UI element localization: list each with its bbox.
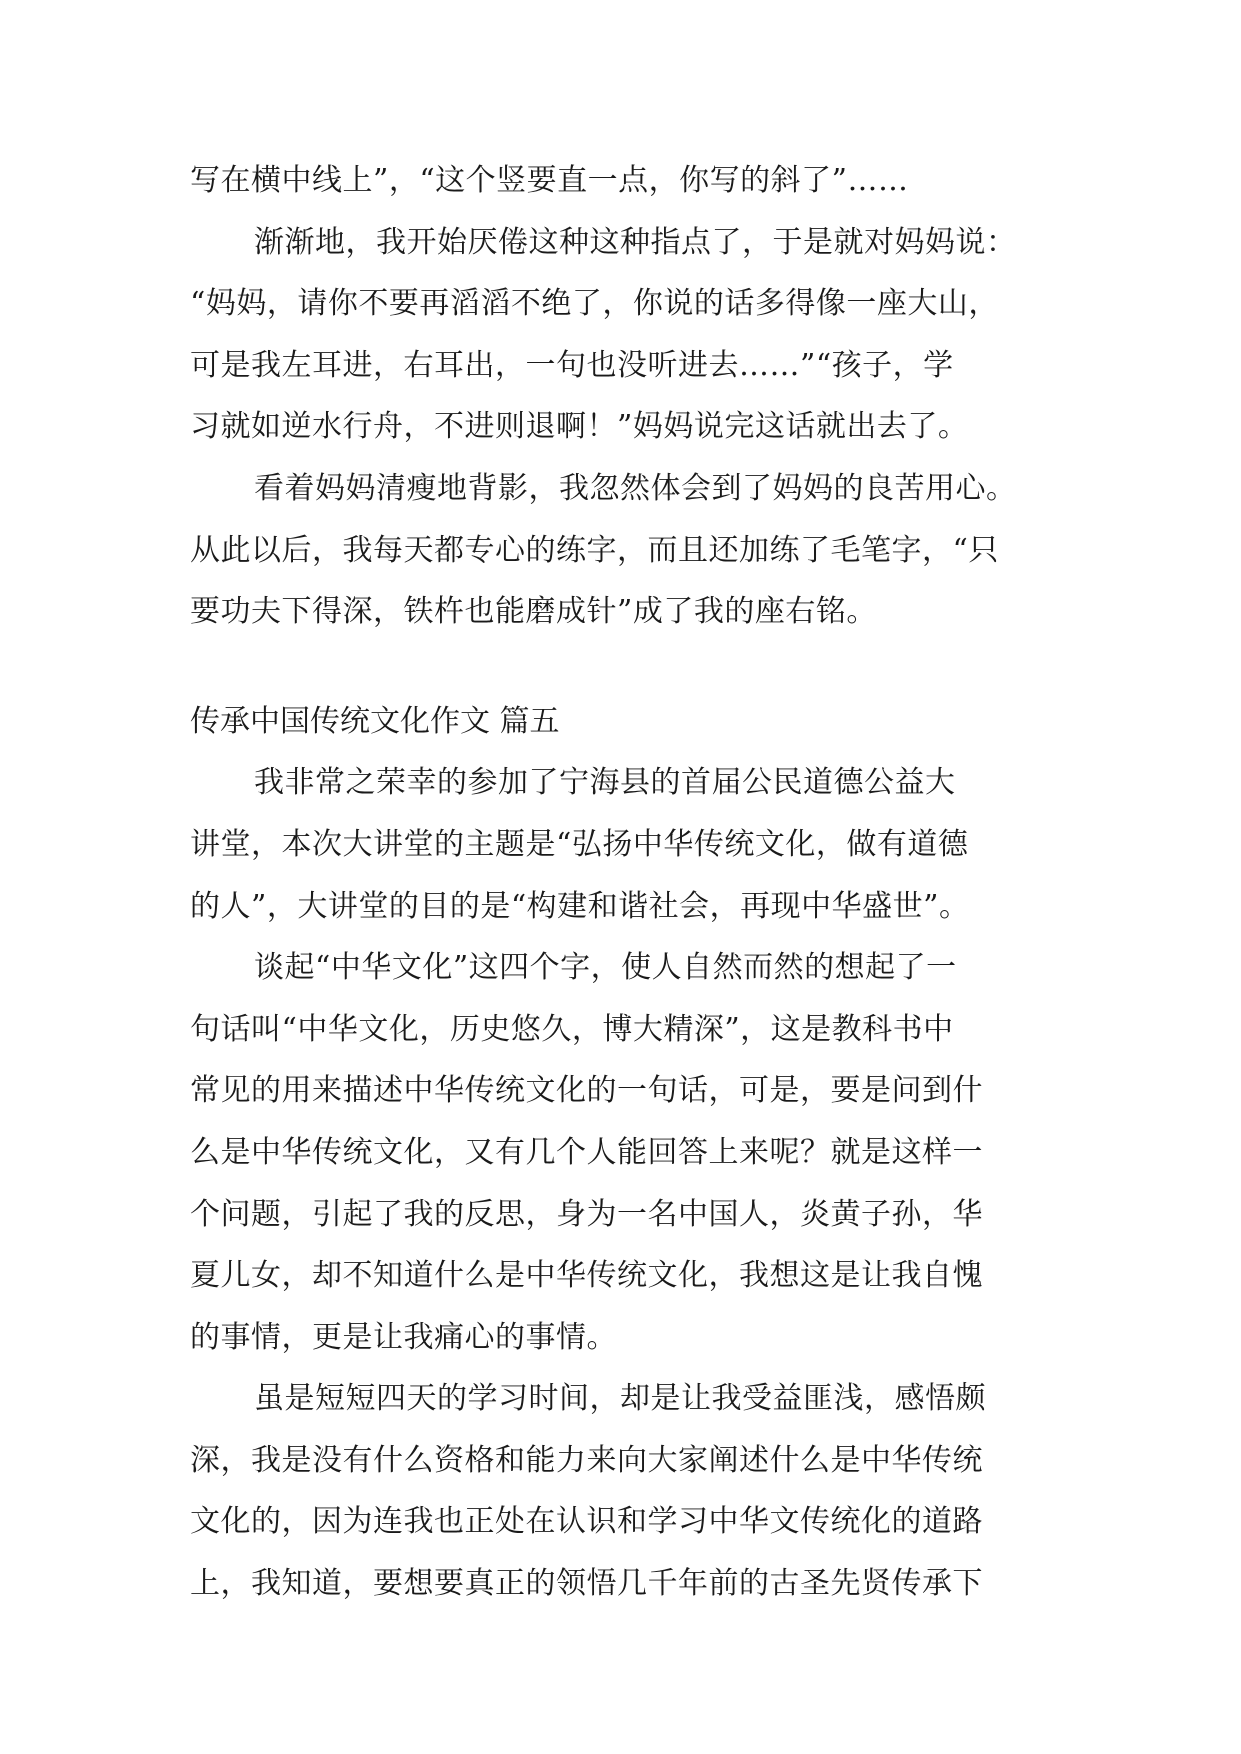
text-line: 讲堂，本次大讲堂的主题是“弘扬中华传统文化，做有道德 (190, 826, 969, 862)
text-line: 要功夫下得深，铁杵也能磨成针”成了我的座右铭。 (190, 594, 877, 630)
text-line: 上，我知道，要想要真正的领悟几千年前的古圣先贤传承下 (190, 1566, 983, 1602)
text-line: 的事情，更是让我痛心的事情。 (190, 1319, 617, 1355)
text-line: 习就如逆水行舟，不进则退啊！”妈妈说完这话就出去了。 (190, 409, 969, 445)
section-gap (190, 643, 1060, 691)
text-line: 谈起“中华文化”这四个字，使人自然而然的想起了一 (254, 950, 957, 986)
document-body (190, 150, 1060, 1615)
text-line: 夏儿女，却不知道什么是中华传统文化，我想这是让我自愧 (190, 1258, 983, 1294)
text-line: 文化的，因为连我也正处在认识和学习中华文传统化的道路 (190, 1504, 983, 1540)
text-line: 的人”，大讲堂的目的是“构建和谐社会，再现中华盛世”。 (190, 888, 970, 924)
text-line: 从此以后，我每天都专心的练字，而且还加练了毛笔字，“只 (190, 532, 999, 568)
text-line: 可是我左耳进，右耳出，一句也没听进去……”“孩子，学 (190, 347, 954, 383)
section-title: 传承中国传统文化作文 篇五 (190, 703, 560, 739)
text-line: 常见的用来描述中华传统文化的一句话，可是，要是问到什 (190, 1073, 983, 1109)
text-line: 渐渐地，我开始厌倦这种这种指点了，于是就对妈妈说： (254, 224, 1017, 260)
text-line: 深，我是没有什么资格和能力来向大家阐述什么是中华传统 (190, 1442, 983, 1478)
text-line: 虽是短短四天的学习时间，却是让我受益匪浅，感悟颇 (254, 1381, 986, 1417)
text-line: 么是中华传统文化，又有几个人能回答上来呢？就是这样一 (190, 1134, 983, 1170)
text-line: 看着妈妈清瘦地背影，我忽然体会到了妈妈的良苦用心。 (254, 470, 1017, 506)
text-line: 写在横中线上”，“这个竖要直一点，你写的斜了”…… (190, 163, 909, 198)
text-line: 个问题，引起了我的反思，身为一名中国人，炎黄子孙，华 (190, 1196, 983, 1232)
text-line: 我非常之荣幸的参加了宁海县的首届公民道德公益大 (254, 765, 956, 801)
text-line: 句话叫“中华文化，历史悠久，博大精深”，这是教科书中 (190, 1011, 954, 1047)
text-line: “妈妈，请你不要再滔滔不绝了，你说的话多得像一座大山， (190, 286, 999, 322)
